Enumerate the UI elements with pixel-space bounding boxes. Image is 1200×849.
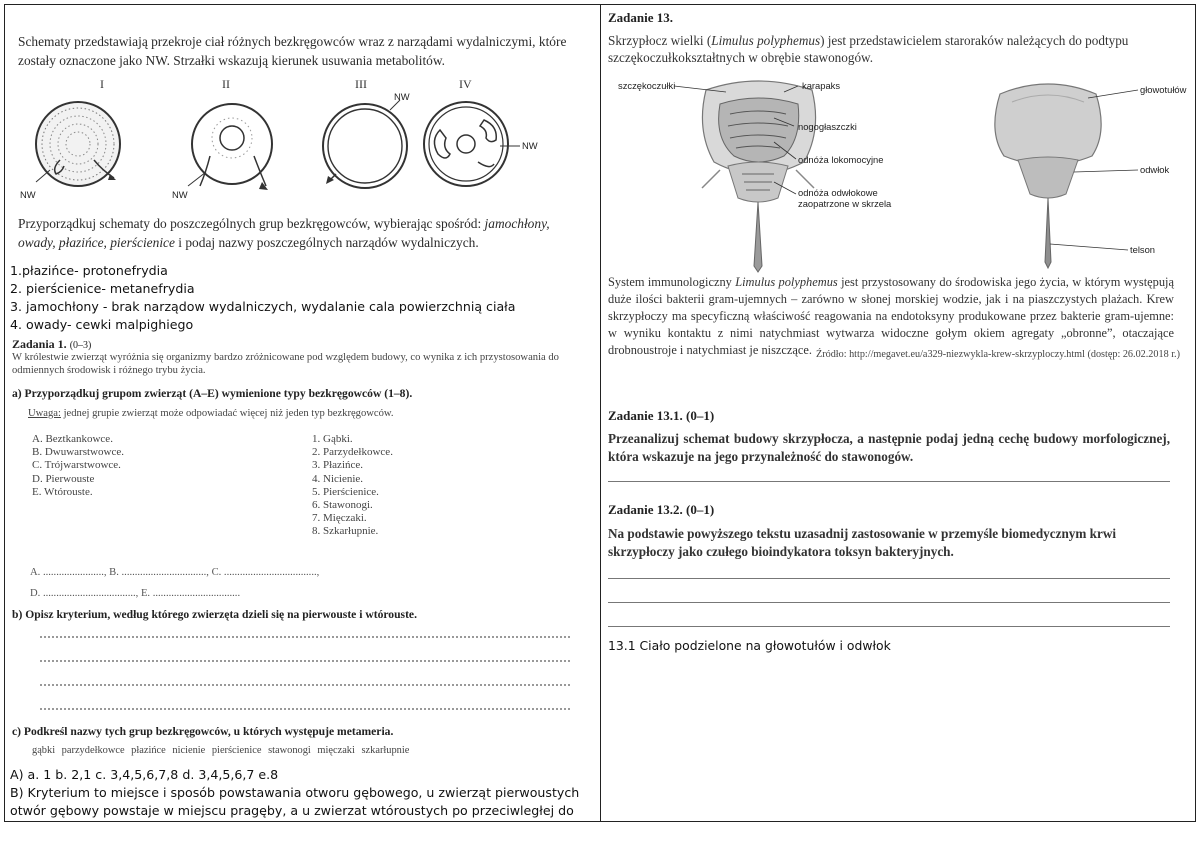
question-a: [12, 387, 592, 400]
animal-groups-list: [32, 433, 124, 499]
zadanie-13-title: Zadanie 13.: [608, 10, 674, 25]
instruction-prefix: Przyporządkuj schematy do poszczególnych grup bezkręgowców, wybierając spośród:: [18, 216, 485, 231]
label-glowotulow: głowotułów: [1140, 84, 1187, 95]
answer-b-line-1: B) Kryterium to miejsce i sposób powstawania otworu gębowego, u zwierząt pierwoustych: [10, 785, 580, 800]
zadanie-13-2-title: Zadanie 13.2. (0–1): [608, 502, 715, 517]
answer-line: [608, 578, 1170, 579]
question-c: c) Podkreśl nazwy tych grup bezkręgowców, u których występuje metameria.: [12, 725, 394, 738]
diagram-4: [424, 102, 538, 186]
group-e: E. Wtórouste.: [32, 485, 93, 498]
instruction-groups: jamochłony, owady, płazińce, pierścienice: [18, 216, 550, 250]
diagram-1: [20, 102, 120, 200]
uwaga-note: [28, 408, 394, 419]
group-a: A. Beztkankowce.: [32, 433, 113, 445]
group-b: B. Dwuwarstwowce.: [32, 446, 124, 459]
zadanie-1-points: (0–3): [69, 340, 92, 351]
immuno-post: jest przystosowany do środowiska jego życia, w którym występują duże ilości bakterii gram-ujemnych – zarówno w słonej morskiej wodzie, jak i na piaszczystych plażach. Krew skrzypłoczy ma specyficzną właściwość reagowania na endotoksyny produkowane przez bakterie gram-ujemne: w wyniku kontaktu z nimi natychmiast wytwarza widoczne gołym okiem agregaty „obronne”, otaczające drobnoustroje i natychmiast je niszczące.: [608, 275, 1175, 357]
label-telson: telson: [1130, 244, 1156, 255]
answer-dotted-line: [40, 660, 570, 662]
answer-line-1: 1.płazińce- protonefrydia: [10, 263, 168, 278]
roman-label-1: I: [100, 77, 104, 91]
immune-system-text: [608, 274, 1174, 359]
answer-a: A) a. 1 b. 2,1 c. 3,4,5,6,7,8 d. 3,4,5,6,7 e.8: [10, 767, 279, 782]
typed-answers-schematy: [10, 262, 596, 334]
nw-label-1: NW: [20, 189, 36, 200]
excretory-diagrams: [10, 90, 596, 210]
question-a-label: a) Przyporządkuj grupom zwierząt (A–E) wymienione typy bezkręgowców (1–8).: [12, 387, 413, 400]
answer-line: [608, 626, 1170, 627]
type-4: 4. Nicienie.: [312, 472, 364, 485]
type-1: 1. Gąbki.: [312, 433, 353, 445]
ventral-view-illustration: [702, 81, 816, 272]
roman-label-4: IV: [459, 77, 472, 91]
group-d: D. Pierwouste: [32, 472, 95, 485]
answer-dotted-line: [40, 636, 570, 638]
type-3: 3. Płazińce.: [312, 459, 364, 472]
typed-answers-zadanie-1: [10, 766, 596, 820]
type-5: 5. Pierścienice.: [312, 485, 379, 498]
answer-line-3: 3. jamochłony - brak narządow wydalniczych, wydalanie cala powierzchnią ciała: [10, 299, 516, 314]
diagram-2: [172, 104, 272, 200]
label-odnoza-odwlokowe-1: odnóża odwłokowe: [798, 187, 878, 198]
zadanie-1-heading: Zadania 1.: [12, 337, 67, 351]
immuno-pre: System immunologiczny: [608, 275, 736, 289]
answer-line-2: 2. pierścienice- metanefrydia: [10, 281, 195, 296]
zadanie-13-2-text: Na podstawie powyższego tekstu uzasadnij zastosowanie w przemyśle biomedycznym krwi skrzypłoczy jako czułego bioindykatora toksyn bakteryjnych.: [608, 526, 1117, 559]
intro-species: Limulus polyphemus: [711, 33, 821, 48]
roman-label-2: II: [222, 77, 230, 91]
uwaga-label: Uwaga:: [28, 408, 61, 419]
nw-label-3: NW: [394, 91, 410, 102]
dorsal-view-illustration: [995, 84, 1101, 268]
intro-post: ) jest przedstawicielem staroraków należących do podtypu szczękoczułkokształtnych w obrębie stawonogów.: [608, 33, 1129, 65]
roman-label-3: III: [355, 77, 367, 91]
right-column: [608, 4, 1192, 822]
type-2: 2. Parzydełkowce.: [312, 446, 393, 459]
nw-label-4: NW: [522, 140, 538, 151]
fill-row-1: A. ......................., B. ................................, C. ...................................,: [30, 567, 320, 578]
answer-dotted-line: [40, 684, 570, 686]
intro-pre: Skrzypłocz wielki (: [608, 33, 712, 48]
label-odwlok: odwłok: [1140, 164, 1170, 175]
answer-dotted-line: [40, 708, 570, 710]
zadanie-1-title: [12, 337, 91, 352]
column-divider: [600, 4, 601, 822]
metameria-list: gąbki parzydełkowce płazińce nicienie pierścienice stawonogi mięczaki szkarłupnie: [32, 745, 410, 756]
type-6: 6. Stawonogi.: [312, 499, 373, 512]
type-7: 7. Mięczaki.: [312, 512, 367, 525]
typed-answer-13-1: 13.1 Ciało podzielone na głowotułów i odwłok: [608, 638, 891, 653]
left-column: [10, 4, 596, 822]
schematy-instruction: [18, 214, 588, 252]
instruction-suffix: i podaj nazwy poszczególnych narządów wydalniczych.: [174, 235, 479, 250]
group-c: C. Trójwarstwowce.: [32, 459, 121, 472]
uwaga-text: jednej grupie zwierząt może odpowiadać więcej niż jeden typ bezkręgowców.: [60, 408, 394, 419]
diagram-3: [323, 91, 410, 188]
zadanie-1-intro: W królestwie zwierząt wyróżnia się organizmy bardzo zróżnicowane pod względem budowy, co wynika z ich przystosowania do odmiennych środowisk i różnego trybu życia.: [12, 352, 559, 376]
label-odnoza-odwlokowe-2: zaopatrzone w skrzela: [798, 198, 892, 209]
immuno-species: Limulus polyphemus: [735, 275, 838, 289]
zadanie-13-1-title: Zadanie 13.1. (0–1): [608, 408, 715, 423]
type-8: 8. Szkarłupnie.: [312, 525, 379, 538]
schematy-intro: Schematy przedstawiają przekroje ciał różnych bezkręgowców wraz z narządami wydalniczymi, które zostały oznaczone jako NW. Strzałki wskazują kierunek usuwania metabolitów.: [18, 34, 567, 68]
zadanie-13-1-text: Przeanalizuj schemat budowy skrzypłocza, a następnie podaj jedną cechę budowy morfologicznej, która wskazuje na jego przynależność do stawonogów.: [608, 431, 1170, 464]
label-szczekoczulki: szczękoczułki: [618, 80, 676, 91]
nw-label-2: NW: [172, 189, 188, 200]
answer-line: [608, 602, 1170, 603]
source-citation: Źródło: http://megavet.eu/a329-niezwykla-krew-skrzyploczy.html (dostęp: 26.02.2018 r.): [815, 349, 1180, 360]
fill-row-2: D. ..................................., E. .................................: [30, 588, 241, 599]
question-b: b) Opisz kryterium, według którego zwierzęta dzieli się na pierwouste i wtórouste.: [12, 608, 417, 621]
label-odnoza-lokomocyjne: odnóża lokomocyjne: [798, 154, 884, 165]
horseshoe-crab-diagrams: [608, 74, 1192, 274]
invertebrate-types-list: [312, 433, 393, 539]
answer-line: [608, 481, 1170, 482]
label-karapaks: karapaks: [802, 80, 841, 91]
answer-line-4: 4. owady- cewki malpighiego: [10, 317, 194, 332]
label-nogoglaszczki: nogogłaszczki: [798, 121, 857, 132]
answer-b-line-2: otwór gębowy powstaje w miejscu pragęby, a u zwierzat wtóroustych po przeciwległej do: [10, 803, 574, 818]
zadanie-13-intro: [608, 32, 1168, 66]
